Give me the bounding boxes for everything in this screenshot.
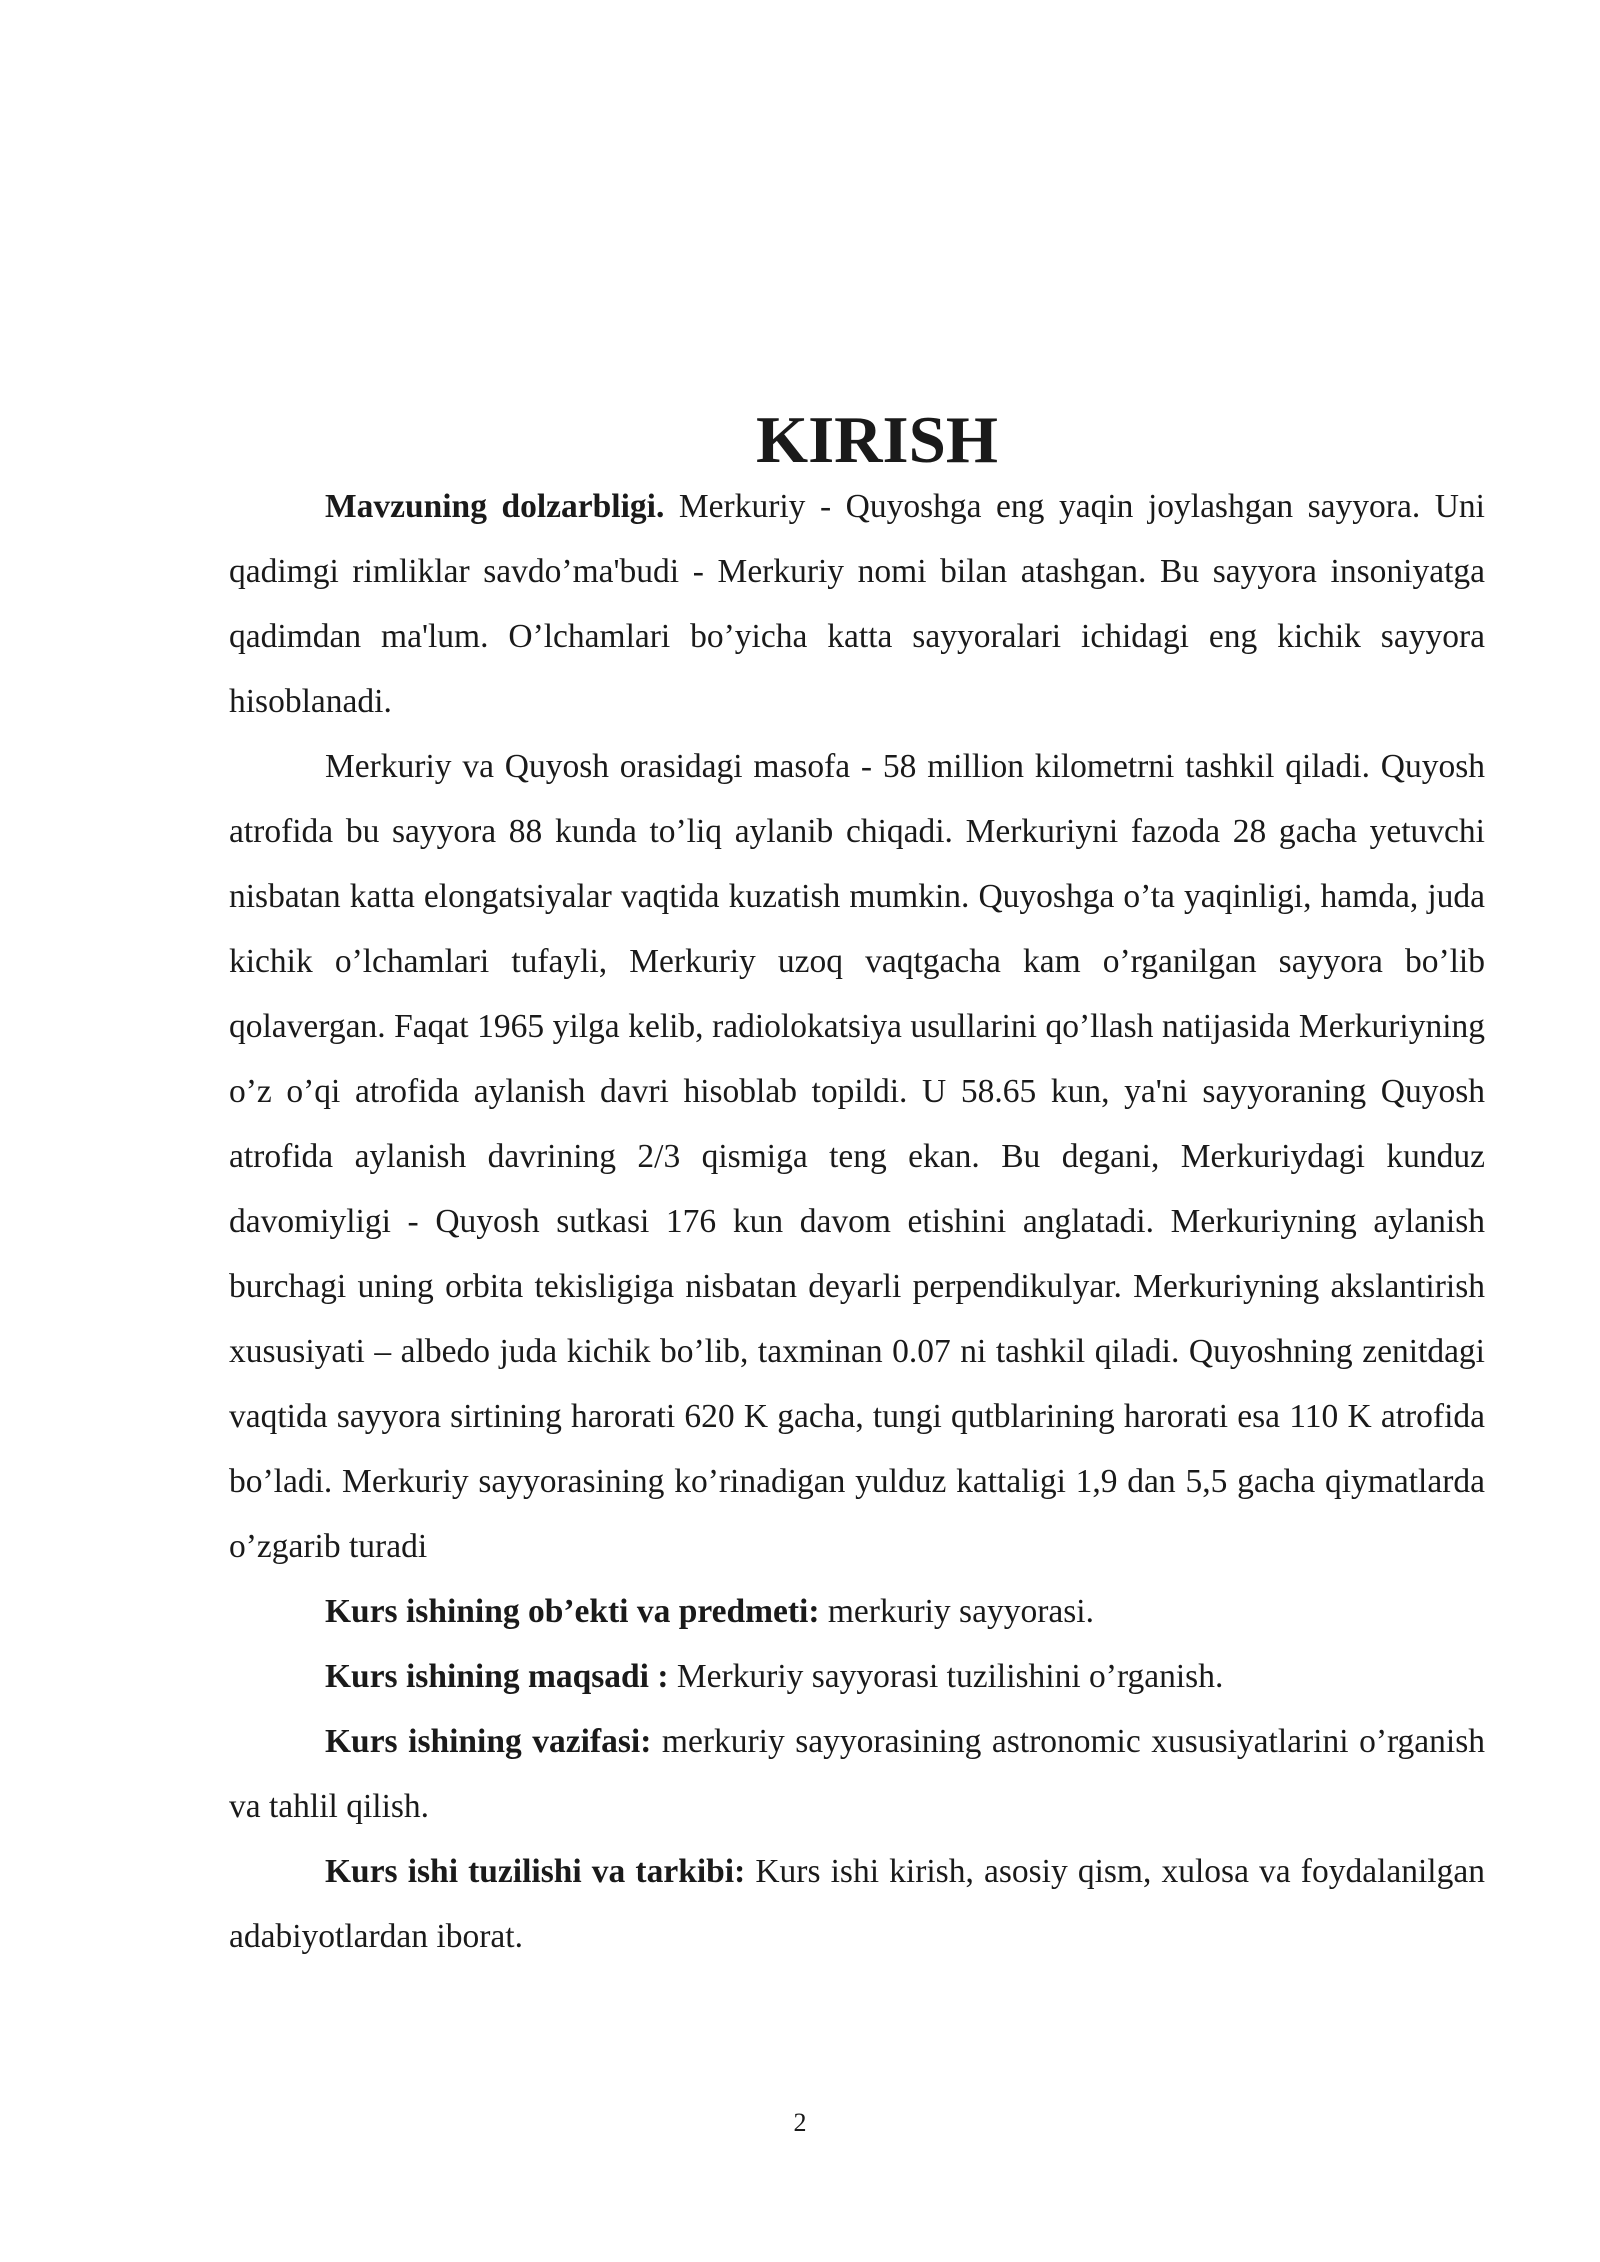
paragraph-structure bbox=[229, 1839, 1485, 1969]
page-number: 2 bbox=[793, 2108, 807, 2137]
paragraph-label: Mavzuning dolzarbligi. bbox=[325, 488, 665, 525]
paragraph-tasks bbox=[229, 1709, 1485, 1839]
paragraph-goal bbox=[229, 1644, 1485, 1709]
paragraph-label: Kurs ishining maqsadi : bbox=[325, 1658, 669, 1695]
paragraph-text: Merkuriy - Quyoshga eng yaqin joylashgan sayyora. Uni qadimgi rimliklar savdo’ma'budi - Merkuriy nomi bilan atashgan. Bu sayyora insoniyatga qadimdan ma'lum. O’lchamlari bo’yicha katta sayyoralari ichidagi eng kichik sayyora hisoblanadi. bbox=[229, 488, 1485, 720]
paragraph-text: Merkuriy va Quyosh orasidagi masofa - 58 million kilometrni tashkil qiladi. Quyosh atrofida bu sayyora 88 kunda to’liq aylanib chiqadi. Merkuriyni fazoda 28 gacha yetuvchi nisbatan katta elongatsiyalar vaqtida kuzatish mumkin. Quyoshga o’ta yaqinligi, hamda, juda kichik o’lchamlari tufayli, Merkuriy uzoq vaqtgacha kam o’rganilgan sayyora bo’lib qolavergan. Faqat 1965 yilga kelib, radiolokatsiya usullarini qo’llash natijasida Merkuriyning o’z o’qi atrofida aylanish davri hisoblab topildi. U 58.65 kun, ya'ni sayyoraning Quyosh atrofida aylanish davrining 2/3 qismiga teng ekan. Bu degani, Merkuriydagi kunduz davomiyligi - Quyosh sutkasi 176 kun davom etishini anglatadi. Merkuriyning aylanish burchagi uning orbita tekisligiga nisbatan deyarli perpendikulyar. Merkuriyning akslantirish xususiyati – albedo juda kichik bo’lib, taxminan 0.07 ni tashkil qiladi. Quyoshning zenitdagi vaqtida sayyora sirtining harorati 620 K gacha, tungi qutblarining harorati esa 110 K atrofida bo’ladi. Merkuriy sayyorasining ko’rinadigan yulduz kattaligi 1,9 dan 5,5 gacha qiymatlarda o’zgarib turadi bbox=[229, 748, 1485, 1565]
paragraph-label: Kurs ishining vazifasi: bbox=[325, 1723, 652, 1760]
paragraph-text: Kurs ishi kirish, asosiy qism, xulosa va foydalanilgan adabiyotlardan iborat. bbox=[229, 1853, 1485, 1955]
page-content bbox=[229, 403, 1486, 1969]
paragraph-relevance bbox=[229, 474, 1485, 734]
page-heading: KIRISH bbox=[755, 403, 999, 477]
paragraph-object-subject bbox=[229, 1579, 1485, 1644]
paragraph-label: Kurs ishi tuzilishi va tarkibi: bbox=[325, 1853, 746, 1890]
paragraph-text: Merkuriy sayyorasi tuzilishini o’rganish. bbox=[668, 1658, 1224, 1695]
paragraph-label: Kurs ishining ob’ekti va predmeti: bbox=[325, 1593, 820, 1630]
paragraph-text: merkuriy sayyorasining astronomic xususiyatlarini o’rganish va tahlil qilish. bbox=[229, 1723, 1486, 1825]
paragraph-text: merkuriy sayyorasi. bbox=[819, 1593, 1094, 1630]
paragraph-mercury-facts bbox=[229, 734, 1485, 1579]
